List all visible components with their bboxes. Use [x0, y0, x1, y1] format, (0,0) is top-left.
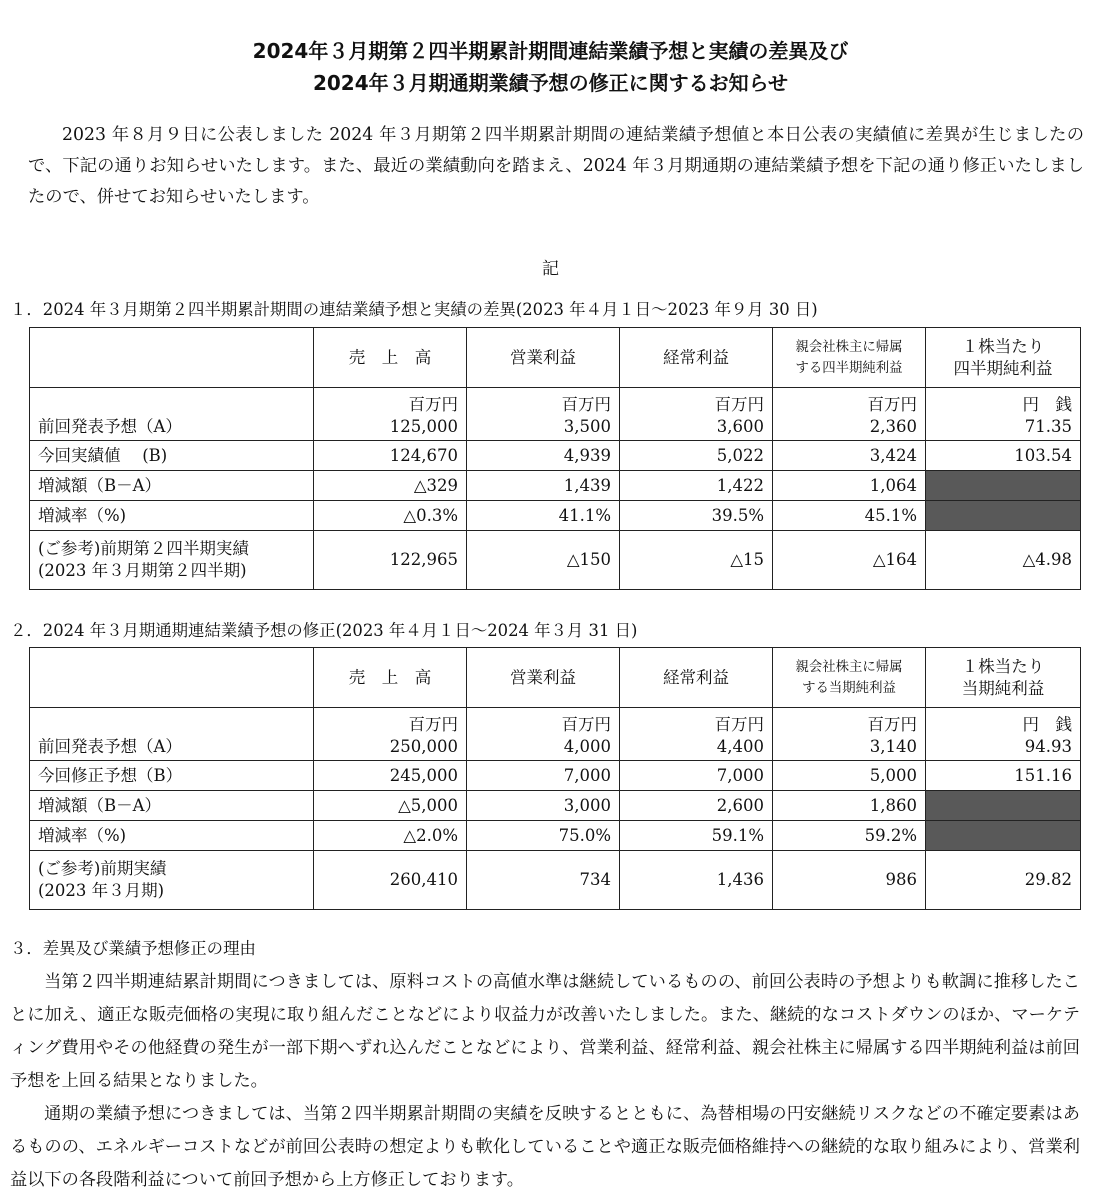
cell-value: 3,600	[716, 417, 764, 436]
cell-value: 2,360	[869, 417, 917, 436]
shaded-cell	[926, 821, 1081, 851]
cell-value: 245,000	[314, 761, 467, 791]
table-header-row	[30, 328, 1081, 388]
section3-body	[10, 966, 1080, 1197]
cell-value: △164	[773, 531, 926, 590]
corner-cell	[30, 328, 314, 388]
unit-label: 円 銭	[1022, 395, 1072, 414]
row-label: 今回修正予想（B）	[30, 761, 314, 791]
row-label: 増減額（B－A）	[30, 471, 314, 501]
cell-value: 7,000	[467, 761, 620, 791]
cell-value: △4.98	[926, 531, 1081, 590]
table-row	[30, 501, 1081, 531]
cell-value: 124,670	[314, 441, 467, 471]
cell-value: 4,939	[467, 441, 620, 471]
shaded-cell	[926, 471, 1081, 501]
cell-value: △15	[620, 531, 773, 590]
row-label: 増減率（%)	[30, 821, 314, 851]
row-label: 前回発表予想（A）	[30, 388, 314, 441]
row-label: 前回発表予想（A）	[30, 708, 314, 761]
header-sales: 売 上 高	[314, 648, 467, 708]
unit-label: 円 銭	[1022, 715, 1072, 734]
section2-table	[29, 647, 1081, 910]
cell-value: 41.1%	[467, 501, 620, 531]
table-row-reference	[30, 851, 1081, 910]
cell-value: 1,439	[467, 471, 620, 501]
header-sales: 売 上 高	[314, 328, 467, 388]
cell-value: 103.54	[926, 441, 1081, 471]
cell-value: 3,424	[773, 441, 926, 471]
corner-cell	[30, 648, 314, 708]
reason-paragraph-1: 当第２四半期連結累計期間につきましては、原料コストの高値水準は継続しているものの、前回公表時の予想よりも軟調に推移したことに加え、適正な販売価格の実現に取り組んだことなどにより収益力が改善いたしました。また、継続的なコストダウンのほか、マーケティング費用やその他経費の発生が一部下期へずれ込んだことなどにより、営業利益、経常利益、親会社株主に帰属する四半期純利益は前回予想を上回る結果となりました。	[10, 972, 1080, 1091]
header-net-income: 親会社株主に帰属 する当期純利益	[773, 648, 926, 708]
cell-value: 39.5%	[620, 501, 773, 531]
header-net-income: 親会社株主に帰属 する四半期純利益	[773, 328, 926, 388]
cell-value: 122,965	[314, 531, 467, 590]
table-row-reference	[30, 531, 1081, 590]
section3-heading: ３．差異及び業績予想修正の理由	[10, 939, 256, 958]
unit-label: 百万円	[867, 715, 917, 734]
cell-value: 260,410	[314, 851, 467, 910]
table-row	[30, 708, 1081, 761]
row-label: (ご参考)前期実績 (2023 年３月期)	[30, 851, 314, 910]
intro-paragraph	[28, 120, 1084, 213]
unit-label: 百万円	[867, 395, 917, 414]
cell-value: △5,000	[314, 791, 467, 821]
cell-value: 45.1%	[773, 501, 926, 531]
unit-label: 百万円	[408, 715, 458, 734]
document-title-line1: 2024年３月期第２四半期累計期間連結業績予想と実績の差異及び	[252, 39, 849, 63]
shaded-cell	[926, 501, 1081, 531]
row-label: (ご参考)前期第２四半期実績 (2023 年３月期第２四半期)	[30, 531, 314, 590]
cell-value: 250,000	[389, 737, 458, 756]
header-eps: １株当たり 当期純利益	[926, 648, 1081, 708]
cell-value: 4,000	[563, 737, 611, 756]
document-title-line2: 2024年３月期通期業績予想の修正に関するお知らせ	[312, 71, 789, 95]
shaded-cell	[926, 791, 1081, 821]
cell-value: △0.3%	[314, 501, 467, 531]
table-row	[30, 441, 1081, 471]
cell-value: 1,422	[620, 471, 773, 501]
table-row	[30, 388, 1081, 441]
cell-value: △2.0%	[314, 821, 467, 851]
table-row	[30, 761, 1081, 791]
cell-value: 5,022	[620, 441, 773, 471]
cell-value: 986	[773, 851, 926, 910]
unit-label: 百万円	[714, 715, 764, 734]
cell-value: 59.2%	[773, 821, 926, 851]
unit-label: 百万円	[561, 715, 611, 734]
header-ordinary-profit: 経常利益	[620, 648, 773, 708]
section1-table	[29, 327, 1081, 590]
table-row	[30, 821, 1081, 851]
cell-value: 3,000	[467, 791, 620, 821]
unit-label: 百万円	[561, 395, 611, 414]
cell-value: 4,400	[716, 737, 764, 756]
cell-value: △329	[314, 471, 467, 501]
reason-paragraph-2: 通期の業績予想につきましては、当第２四半期累計期間の実績を反映するとともに、為替相場の円安継続リスクなどの不確定要素はあるものの、エネルギーコストなどが前回公表時の想定よりも軟化していることや適正な販売価格維持への継続的な取り組みにより、営業利益以下の各段階利益について前回予想から上方修正しております。	[10, 1104, 1080, 1190]
table-row	[30, 471, 1081, 501]
cell-value: 75.0%	[467, 821, 620, 851]
unit-label: 百万円	[714, 395, 764, 414]
cell-value: 125,000	[389, 417, 458, 436]
cell-value: 94.93	[1024, 737, 1072, 756]
cell-value: 1,860	[773, 791, 926, 821]
cell-value: 59.1%	[620, 821, 773, 851]
cell-value: 5,000	[773, 761, 926, 791]
header-ordinary-profit: 経常利益	[620, 328, 773, 388]
header-operating-profit: 営業利益	[467, 328, 620, 388]
cell-value: 151.16	[926, 761, 1081, 791]
section2-heading: ２．2024 年３月期通期連結業績予想の修正(2023 年４月１日～2024 年３月 31 日)	[10, 621, 638, 640]
cell-value: 29.82	[926, 851, 1081, 910]
table-header-row	[30, 648, 1081, 708]
header-operating-profit: 営業利益	[467, 648, 620, 708]
cell-value: 3,500	[563, 417, 611, 436]
cell-value: 3,140	[869, 737, 917, 756]
row-label: 増減額（B－A）	[30, 791, 314, 821]
cell-value: 7,000	[620, 761, 773, 791]
header-eps: １株当たり 四半期純利益	[926, 328, 1081, 388]
cell-value: △150	[467, 531, 620, 590]
cell-value: 2,600	[620, 791, 773, 821]
table-row	[30, 791, 1081, 821]
intro-text: 2023 年８月９日に公表しました 2024 年３月期第２四半期累計期間の連結業績予想値と本日公表の実績値に差異が生じましたので、下記の通りお知らせいたします。また、最近の業績動向を踏まえ、2024 年３月期通期の連結業績予想を下記の通り修正いたしましたので、併せてお知らせいたします。	[28, 125, 1084, 207]
cell-value: 1,064	[773, 471, 926, 501]
section1-heading: １．2024 年３月期第２四半期累計期間の連結業績予想と実績の差異(2023 年４月１日～2023 年９月 30 日)	[10, 300, 818, 319]
cell-value: 1,436	[620, 851, 773, 910]
ki-heading: 記	[542, 259, 559, 279]
row-label: 増減率（%)	[30, 501, 314, 531]
row-label: 今回実績値 (B)	[30, 441, 314, 471]
cell-value: 71.35	[1024, 417, 1072, 436]
cell-value: 734	[467, 851, 620, 910]
unit-label: 百万円	[408, 395, 458, 414]
